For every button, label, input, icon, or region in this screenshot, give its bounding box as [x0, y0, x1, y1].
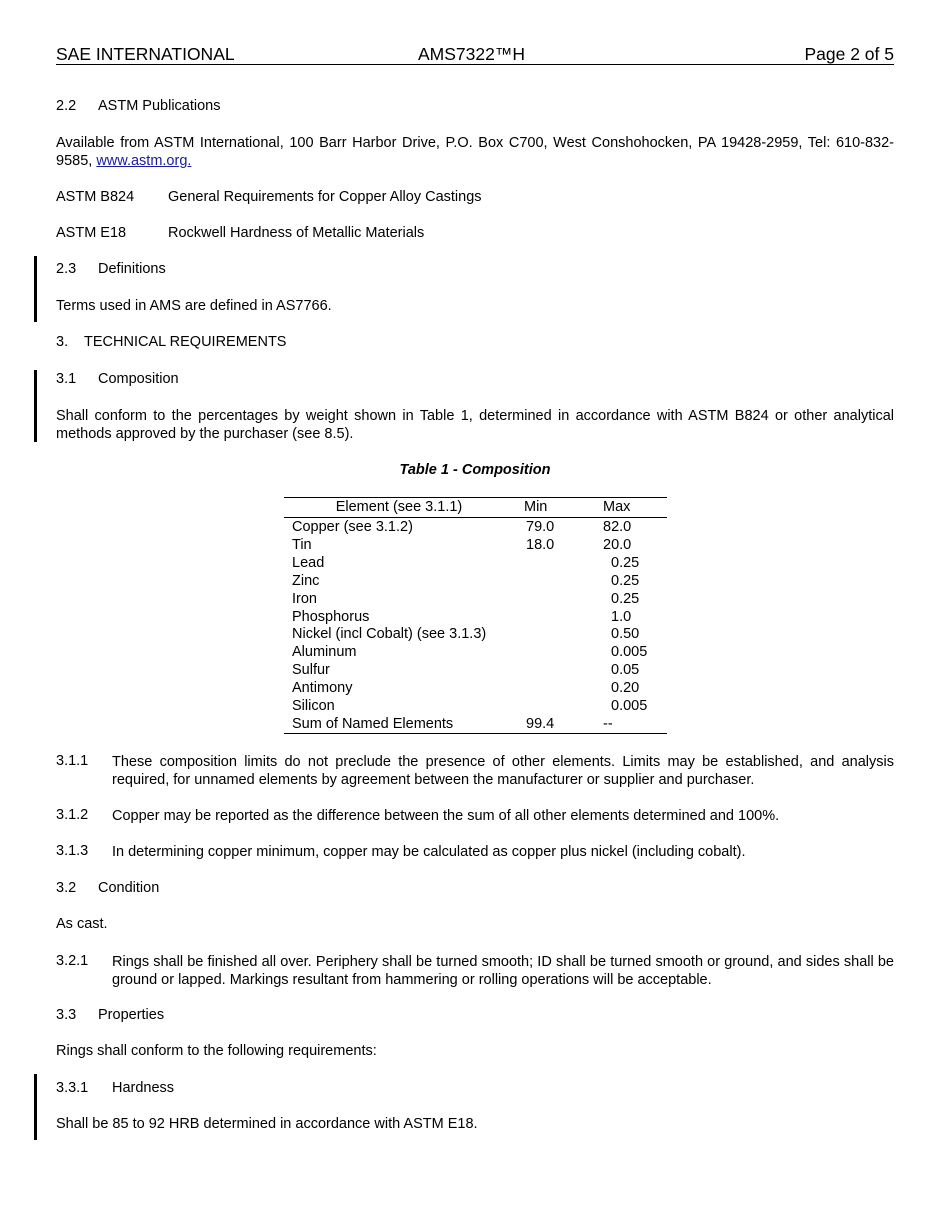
- reference-b824: [56, 189, 482, 205]
- availability-text: Available from ASTM International, 100 Barr Harbor Drive, P.O. Box C700, West Conshohocken, PA 19428-2959, Tel: 610-832-9585,: [56, 135, 894, 169]
- cell-max: 0.20: [611, 680, 640, 697]
- section-number: 3.3.1: [56, 1080, 89, 1096]
- cell-min: 79.0: [526, 519, 555, 535]
- section-title: ASTM Publications: [98, 98, 221, 114]
- reference-title: Rockwell Hardness of Metallic Materials: [168, 225, 425, 241]
- cell-element: Lead: [292, 554, 325, 571]
- cell-min: 18.0: [526, 536, 555, 553]
- section-title: Condition: [98, 880, 160, 896]
- section-3-2-heading: [56, 880, 160, 896]
- section-3-1-1-text: These composition limits do not preclude the presence of other elements. Limits may be established, and analysis required, for unnamed elements by agreement between the manufacturer or supplier and purchaser.: [112, 754, 894, 788]
- section-title: Hardness: [112, 1080, 175, 1096]
- cell-max: 0.50: [611, 626, 640, 643]
- section-3-1-2-text: Copper may be reported as the difference between the sum of all other elements determined and 100%.: [112, 808, 780, 824]
- table-top-rule: [284, 497, 667, 498]
- section-number: 3.1: [56, 371, 77, 387]
- cell-element: Sum of Named Elements: [292, 715, 454, 732]
- table-header-max: Max: [603, 499, 631, 515]
- section-title: Properties: [98, 1007, 165, 1023]
- hardness-text: Shall be 85 to 92 HRB determined in accordance with ASTM E18.: [56, 1116, 478, 1132]
- section-number: 2.2: [56, 98, 77, 114]
- table-header-min: Min: [524, 499, 548, 515]
- section-3-2-1-number: 3.2.1: [56, 953, 89, 969]
- cell-max: 0.05: [611, 662, 640, 679]
- change-bar: [34, 370, 37, 442]
- cell-element: Nickel (incl Cobalt) (see 3.1.3): [292, 626, 487, 643]
- cell-max: 20.0: [603, 536, 632, 553]
- section-3-heading: [56, 334, 287, 350]
- cell-element: Antimony: [292, 680, 353, 697]
- cell-element: Silicon: [292, 698, 335, 714]
- section-title: Composition: [98, 371, 179, 387]
- astm-availability-paragraph: [56, 134, 894, 170]
- reference-e18: [56, 225, 425, 241]
- section-3-1-heading: [56, 371, 179, 387]
- section-3-2-1-text: Rings shall be finished all over. Periphery shall be turned smooth; ID shall be turned smooth or ground, and sides shall be ground or lapped. Markings resultant from hammering or rolling operations will be acceptable.: [112, 954, 894, 988]
- cell-element: Tin: [292, 536, 312, 553]
- cell-max: 0.25: [611, 590, 640, 607]
- cell-max: --: [603, 715, 613, 732]
- reference-title: General Requirements for Copper Alloy Castings: [168, 189, 482, 205]
- cell-element: Aluminum: [292, 644, 357, 661]
- page-header: [56, 44, 894, 65]
- header-org: SAE INTERNATIONAL: [56, 44, 235, 64]
- table-title: Table 1 - Composition: [399, 462, 551, 478]
- section-number: 3.2: [56, 880, 77, 896]
- header-doc-id: AMS7322™H: [418, 44, 525, 64]
- section-3-3-1-heading: [56, 1080, 175, 1096]
- condition-text: As cast.: [56, 916, 108, 932]
- table-header-rule: [284, 517, 667, 518]
- cell-element: Phosphorus: [292, 608, 370, 625]
- section-title: TECHNICAL REQUIREMENTS: [84, 334, 287, 350]
- cell-max: 1.0: [611, 608, 632, 625]
- cell-max: 0.005: [611, 698, 648, 714]
- section-number: 3.3: [56, 1007, 77, 1023]
- cell-min: 99.4: [526, 715, 555, 732]
- cell-element: Sulfur: [292, 662, 330, 679]
- cell-max: 82.0: [603, 519, 632, 535]
- astm-website-link[interactable]: www.astm.org.: [96, 153, 192, 169]
- section-3-1-3-number: 3.1.3: [56, 843, 89, 859]
- composition-text: Shall conform to the percentages by weight shown in Table 1, determined in accordance with ASTM B824 or other analytical methods approved by the purchaser (see 8.5).: [56, 408, 894, 442]
- cell-max: 0.005: [611, 644, 648, 661]
- cell-max: 0.25: [611, 572, 640, 589]
- section-3-3-heading: [56, 1007, 165, 1023]
- definitions-text: Terms used in AMS are defined in AS7766.: [56, 298, 332, 314]
- section-2-2-heading: [56, 98, 221, 114]
- change-bar: [34, 1074, 37, 1140]
- reference-code: ASTM E18: [56, 225, 127, 241]
- properties-text: Rings shall conform to the following requirements:: [56, 1043, 377, 1059]
- section-title: Definitions: [98, 261, 166, 277]
- table-header-element: Element (see 3.1.1): [335, 499, 463, 515]
- section-3-1-3-text: In determining copper minimum, copper may be calculated as copper plus nickel (including cobalt).: [112, 844, 746, 860]
- table-bottom-rule: [284, 733, 667, 734]
- change-bar: [34, 256, 37, 322]
- cell-max: 0.25: [611, 554, 640, 571]
- section-number: 2.3: [56, 261, 77, 277]
- section-2-3-heading: [56, 261, 166, 277]
- header-page-number: Page 2 of 5: [804, 44, 894, 64]
- reference-code: ASTM B824: [56, 189, 135, 205]
- cell-element: Zinc: [292, 572, 320, 589]
- cell-element: Copper (see 3.1.2): [292, 519, 413, 535]
- section-3-1-2-number: 3.1.2: [56, 807, 89, 823]
- section-3-1-1-number: 3.1.1: [56, 753, 89, 769]
- section-number: 3.: [56, 334, 69, 350]
- cell-element: Iron: [292, 590, 317, 607]
